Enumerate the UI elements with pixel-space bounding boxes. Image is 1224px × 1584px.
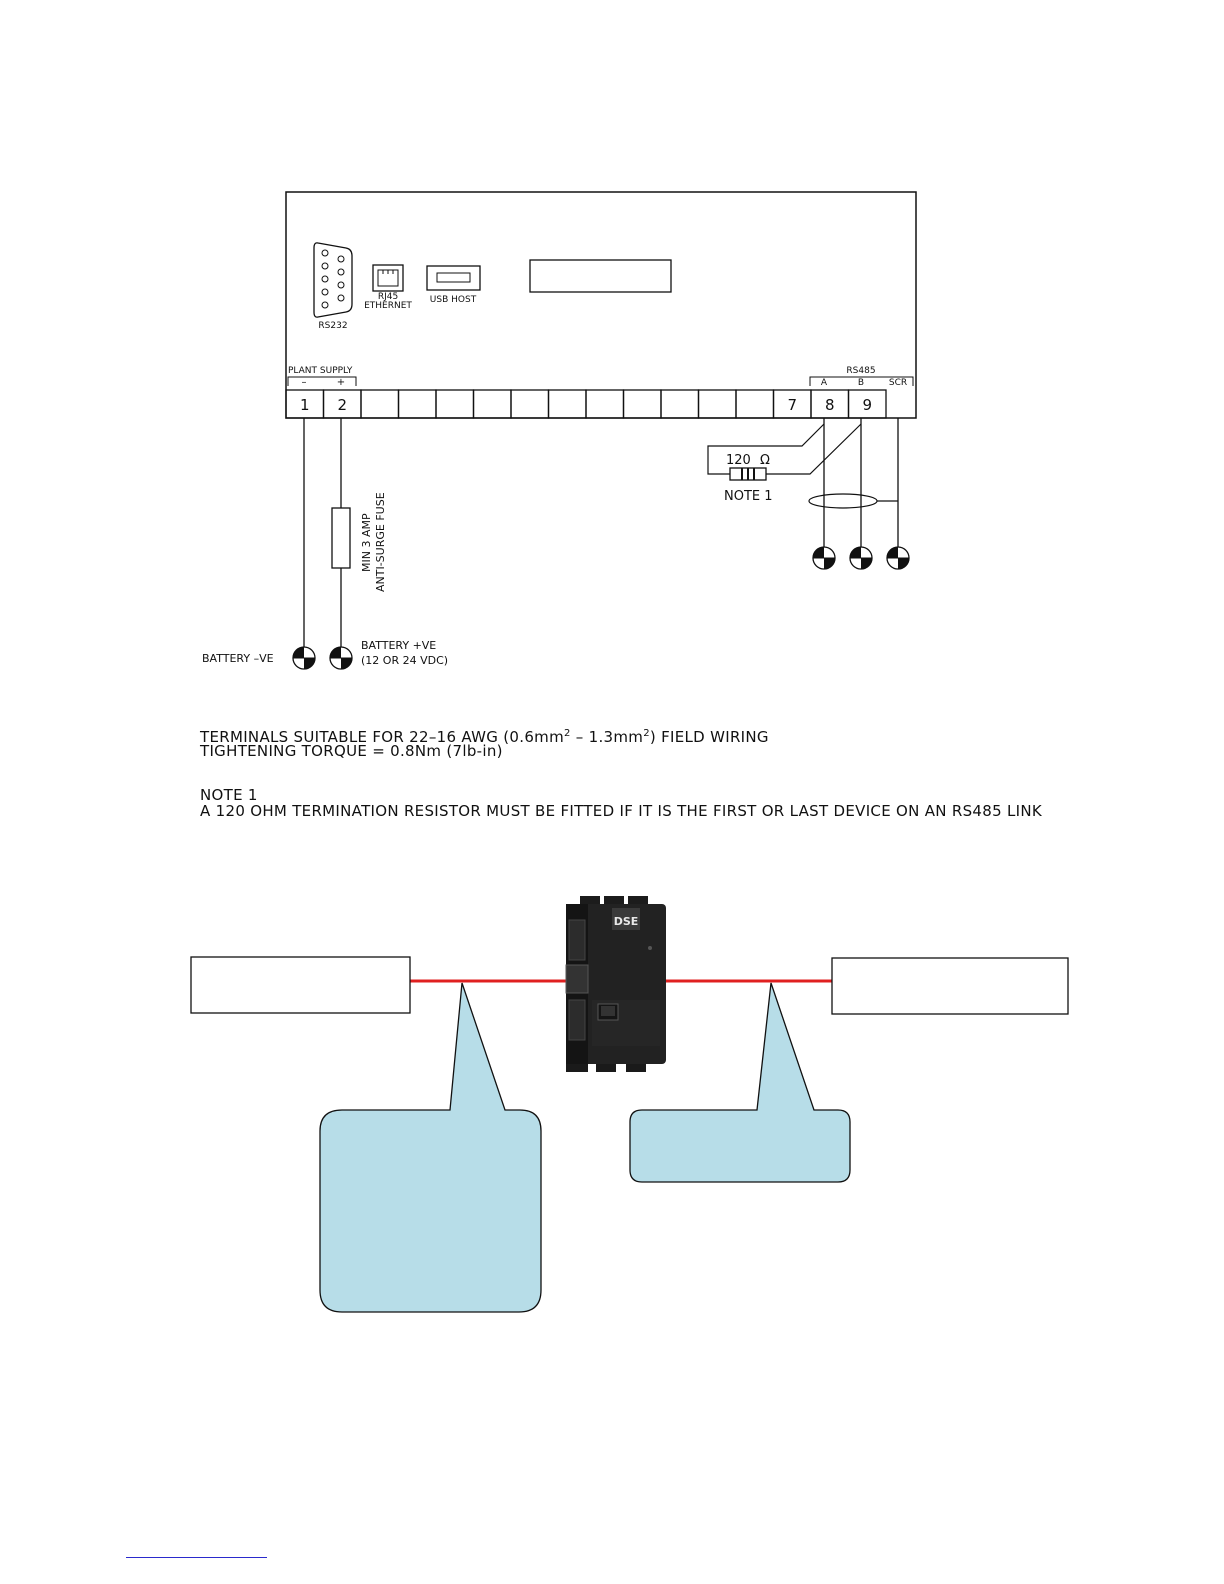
left-device-box: [191, 957, 410, 1013]
rs485-a-label: A: [820, 378, 828, 388]
terminal-cell: [586, 390, 624, 418]
termination-resistor: [730, 468, 766, 480]
terminal-cell: [511, 390, 549, 418]
rs485-b-label: B: [857, 378, 865, 388]
terminal-cell: [661, 390, 699, 418]
resistor-unit: Ω: [760, 453, 770, 468]
plant-supply-plus: +: [336, 377, 346, 388]
usb-host-connector: [427, 266, 480, 290]
terminal-connection-symbol: [887, 547, 909, 569]
cable-shield: [809, 494, 877, 508]
terminal-cell: [624, 390, 662, 418]
terminal-number: 2: [337, 396, 348, 414]
dse-gateway-device: [566, 896, 666, 1072]
terminal-connection-symbol: [330, 647, 352, 669]
wiring-spec-line2: TIGHTENING TORQUE = 0.8Nm (7lb-in): [200, 742, 503, 760]
rj45-label: RJ45: [377, 292, 399, 302]
battery-positive-label: BATTERY +VE: [361, 639, 437, 652]
resistor-value: 120: [726, 453, 751, 468]
resistor-note: NOTE 1: [724, 489, 773, 504]
plant-supply-bracket: [288, 377, 356, 386]
resistor-lead-b: [766, 424, 861, 474]
device-logo: DSE: [613, 915, 639, 928]
terminal-cell: [361, 390, 399, 418]
terminal-number: 7: [787, 396, 798, 414]
terminal-number: 9: [862, 396, 873, 414]
terminal-cell: [699, 390, 737, 418]
wiring-spec-line1: TERMINALS SUITABLE FOR 22–16 AWG $(0.6mm^2 - 1.3mm^2)$ FIELD WIRING: [200, 728, 769, 746]
note1-title: NOTE 1: [200, 786, 258, 804]
footer-rule: [126, 1557, 267, 1558]
terminal-cell: [436, 390, 474, 418]
rs485-scr-label: SCR: [888, 378, 908, 388]
fuse-symbol: [332, 508, 350, 568]
right-device-box: [832, 958, 1068, 1014]
terminal-connection-symbol: [293, 647, 315, 669]
rs232-label: RS232: [318, 321, 348, 331]
terminal-cell: [736, 390, 774, 418]
plant-supply-label: PLANT SUPPLY: [288, 366, 353, 376]
plant-supply-minus: –: [301, 377, 307, 388]
rj45-connector: [373, 265, 403, 291]
fuse-line2: ANTI-SURGE FUSE: [374, 492, 387, 592]
terminal-cell: [474, 390, 512, 418]
terminal-number: 8: [824, 396, 835, 414]
ethernet-label: ETHERNET: [364, 301, 412, 311]
terminal-strip: [286, 390, 886, 418]
terminal-cell: [399, 390, 437, 418]
rs485-label: RS485: [846, 366, 876, 376]
battery-negative-label: BATTERY –VE: [202, 652, 274, 665]
usb-host-label: USB HOST: [429, 295, 477, 305]
note1-text: A 120 OHM TERMINATION RESISTOR MUST BE FITTED IF IT IS THE FIRST OR LAST DEVICE ON AN RS485 LINK: [200, 802, 1043, 820]
rs232-connector: [314, 243, 352, 317]
terminal-connection-symbol: [813, 547, 835, 569]
terminal-connection-symbol: [850, 547, 872, 569]
fuse-line1: MIN 3 AMP: [360, 513, 373, 572]
empty-label-box: [530, 260, 671, 292]
left-callout: [320, 983, 541, 1312]
battery-voltage-label: (12 OR 24 VDC): [361, 654, 449, 667]
terminal-number: 1: [299, 396, 310, 414]
terminal-cell: [549, 390, 587, 418]
